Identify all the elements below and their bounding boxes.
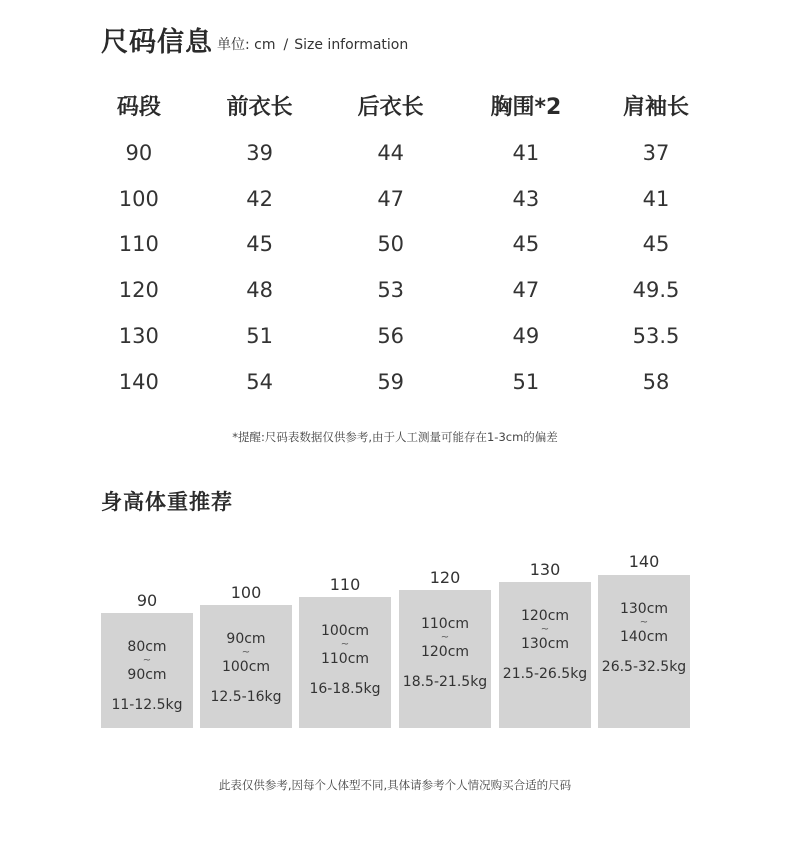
- table-cell: 53.5: [632, 324, 680, 349]
- table-cell: 41: [642, 186, 670, 211]
- card-weight: 11-12.5kg: [111, 697, 183, 713]
- table-cell: 58: [642, 369, 670, 394]
- card-weight: 21.5-26.5kg: [502, 666, 588, 682]
- card-height-from: 110cm: [420, 616, 470, 632]
- table-cell: 130: [118, 324, 159, 349]
- card-size-label: 120: [429, 568, 461, 587]
- table-cell: 110: [118, 232, 159, 257]
- column-header: 后衣长: [357, 94, 424, 120]
- table-cell: 42: [246, 186, 273, 211]
- size-card: [499, 582, 591, 728]
- card-tilde: ~: [639, 617, 649, 628]
- table-cell: 100: [118, 186, 159, 211]
- card-size-label: 110: [329, 575, 361, 594]
- table-cell: 39: [246, 140, 273, 165]
- card-size-label: 140: [628, 552, 660, 571]
- table-cell: 37: [642, 140, 670, 165]
- card-height-to: 140cm: [619, 629, 669, 645]
- size-card: [200, 605, 292, 728]
- table-cell: 54: [246, 369, 273, 394]
- section-title: 身高体重推荐: [101, 490, 233, 514]
- unit-separator: /: [283, 37, 289, 53]
- card-weight: 18.5-21.5kg: [402, 674, 488, 690]
- column-header: 胸围*2: [490, 94, 562, 120]
- card-weight: 16-18.5kg: [309, 681, 381, 697]
- column-header: 前衣长: [226, 94, 293, 120]
- card-height-from: 100cm: [320, 623, 370, 639]
- table-row: [80, 267, 720, 313]
- table-row: [80, 176, 720, 222]
- column-header: 肩袖长: [622, 94, 689, 120]
- size-card: [101, 613, 193, 728]
- card-height-to: 100cm: [221, 659, 271, 675]
- card-height-to: 90cm: [127, 667, 167, 683]
- size-card: [399, 590, 491, 728]
- card-size-label: 130: [529, 560, 561, 579]
- unit-cn: 单位: cm: [217, 37, 276, 53]
- page-title: 尺码信息: [101, 27, 213, 58]
- table-cell: 90: [125, 140, 153, 165]
- size-card: [299, 597, 391, 728]
- table-cell: 41: [512, 140, 540, 165]
- table-cell: 43: [512, 186, 540, 211]
- unit-en: Size information: [294, 37, 409, 53]
- size-table: [80, 80, 720, 405]
- card-tilde: ~: [440, 632, 450, 643]
- table-cell: 56: [377, 324, 405, 349]
- table-cell: 140: [118, 369, 159, 394]
- table-header-row: [80, 80, 720, 130]
- unit-label: [217, 34, 408, 54]
- table-cell: 50: [377, 232, 405, 257]
- table-cell: 44: [377, 140, 405, 165]
- table-cell: 49.5: [632, 278, 680, 303]
- card-height-from: 80cm: [127, 639, 167, 655]
- card-height-to: 130cm: [520, 636, 570, 652]
- card-size-label: 90: [136, 591, 158, 610]
- card-tilde: ~: [142, 655, 152, 666]
- table-cell: 120: [118, 278, 159, 303]
- footer-note: 此表仅供参考,因每个人体型不同,具体请参考个人情况购买合适的尺码: [218, 778, 572, 792]
- card-weight: 26.5-32.5kg: [601, 659, 687, 675]
- table-cell: 45: [642, 232, 670, 257]
- table-cell: 51: [246, 324, 273, 349]
- table-cell: 47: [512, 278, 540, 303]
- card-height-to: 120cm: [420, 644, 470, 660]
- card-size-label: 100: [230, 583, 262, 602]
- card-height-from: 120cm: [520, 608, 570, 624]
- table-cell: 45: [246, 232, 273, 257]
- card-tilde: ~: [241, 647, 251, 658]
- table-cell: 47: [377, 186, 405, 211]
- table-cell: 51: [512, 369, 540, 394]
- table-cell: 49: [512, 324, 540, 349]
- card-tilde: ~: [340, 639, 350, 650]
- table-cell: 59: [377, 369, 405, 394]
- card-height-from: 130cm: [619, 601, 669, 617]
- card-weight: 12.5-16kg: [210, 689, 282, 705]
- table-row: [80, 130, 720, 176]
- card-height-from: 90cm: [226, 631, 266, 647]
- table-cell: 45: [512, 232, 540, 257]
- card-height-to: 110cm: [320, 651, 370, 667]
- table-row: [80, 313, 720, 359]
- table-cell: 48: [246, 278, 273, 303]
- table-row: [80, 359, 720, 405]
- measurement-note: *提醒:尺码表数据仅供参考,由于人工测量可能存在1-3cm的偏差: [232, 430, 558, 444]
- table-row: [80, 222, 720, 268]
- size-card: [598, 575, 690, 728]
- column-header: 码段: [116, 94, 161, 120]
- card-tilde: ~: [540, 624, 550, 635]
- table-cell: 53: [377, 278, 405, 303]
